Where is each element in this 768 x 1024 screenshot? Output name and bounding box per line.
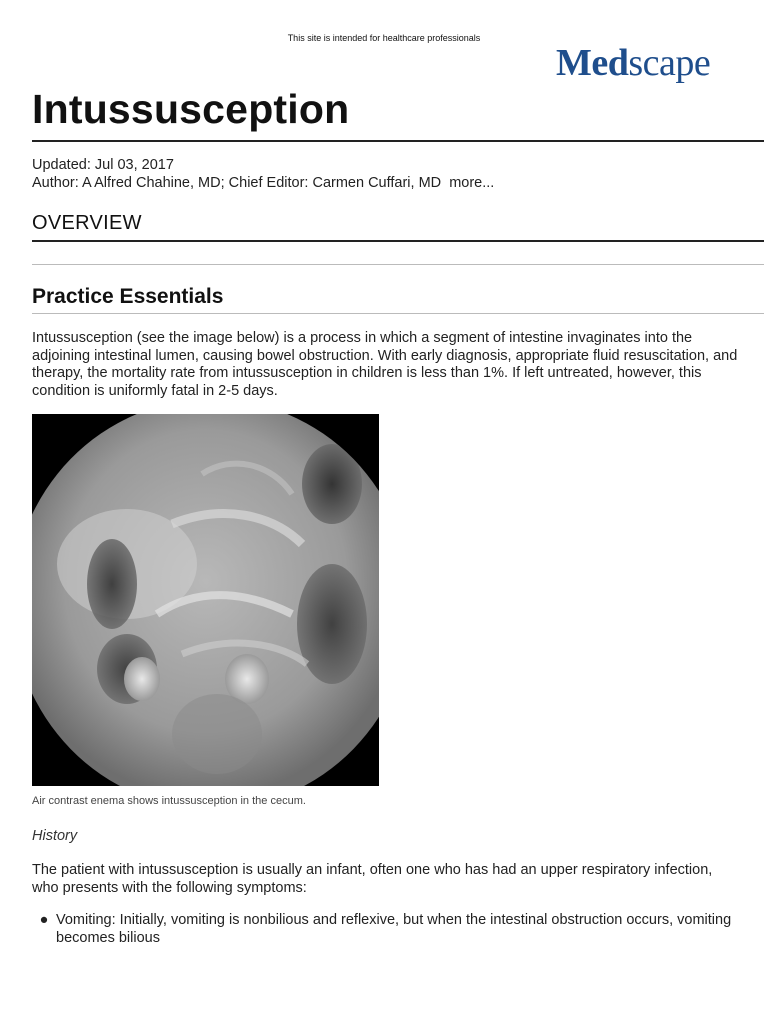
healthcare-notice: This site is intended for healthcare professionals <box>287 33 481 43</box>
section-title: OVERVIEW <box>32 212 142 234</box>
bullet-icon: ● <box>39 912 49 928</box>
intro-paragraph: Intussusception (see the image below) is a process in which a segment of intestine invaginates into the adjoining intestinal lumen, causing bowel obstruction. With early diagnosis, appropriate fluid resuscitation, and therapy, the mortality rate from intussusception in children is less than 1%. If left untreated, however, this condition is uniformly fatal in 2-5 days. <box>32 330 738 399</box>
symptom-text: Vomiting: Initially, vomiting is nonbilious and reflexive, but when the intestinal obstruction occurs, vomiting becomes bilious <box>56 912 732 946</box>
updated-date: Updated: Jul 03, 2017 <box>32 157 174 173</box>
xray-image[interactable] <box>32 414 379 786</box>
article-meta <box>32 156 494 192</box>
article-title: Intussusception <box>32 86 350 132</box>
logo-med: Med <box>556 42 629 84</box>
medscape-logo[interactable] <box>556 44 710 82</box>
author-text: Author: A Alfred Chahine, MD; Chief Editor: Carmen Cuffari, MD <box>32 175 442 191</box>
history-paragraph: The patient with intussusception is usually an infant, often one who has had an upper respiratory infection, who presents with the following symptoms: <box>32 862 713 896</box>
subsection-divider <box>32 313 764 314</box>
list-item <box>32 912 732 947</box>
more-link[interactable]: more... <box>449 175 495 191</box>
title-divider <box>32 140 764 142</box>
subsection-title: Practice Essentials <box>32 285 224 308</box>
figure-caption: Air contrast enema shows intussusception in the cecum. <box>32 795 306 807</box>
symptom-list <box>32 912 732 947</box>
section-thin-divider <box>32 264 764 265</box>
history-heading: History <box>32 828 78 844</box>
section-divider <box>32 240 764 242</box>
logo-scape: scape <box>628 42 711 84</box>
author-line <box>32 174 494 192</box>
